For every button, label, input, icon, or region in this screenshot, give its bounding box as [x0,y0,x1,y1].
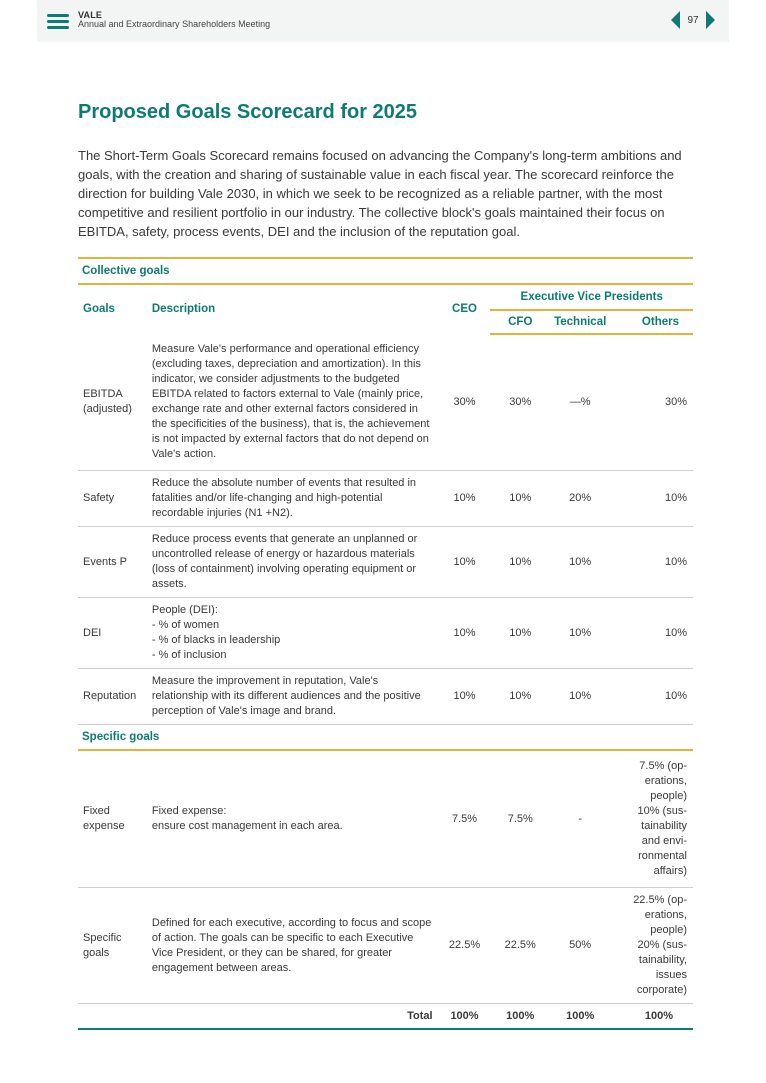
ceo-value: 30% [439,334,491,471]
ceo-value: 10% [439,598,491,669]
page-number: 97 [687,14,699,26]
cfo-column-header: CFO [490,310,550,334]
technical-value: 50% [550,888,610,1004]
goals-scorecard-table [78,257,693,1030]
previous-page-icon[interactable] [671,11,680,29]
evp-group-header: Executive Vice Presidents [490,284,693,310]
goals-column-header: Goals [83,303,115,315]
total-cfo: 100% [490,1004,550,1030]
document-subtitle: Annual and Extraordinary Shareholders Meeting [78,19,271,30]
others-value: 10% [610,471,693,527]
description-cell: People (DEI): - % of women - % of blacks in leadership - % of inclusion [148,598,439,669]
description-cell: Measure the improvement in reputation, Vale's relationship with its different audiences and the positive perception of Vale's image and brand. [148,669,439,725]
goal-cell: Fixed expense [78,750,148,888]
others-column-header: Others [610,310,693,334]
cfo-value: 10% [490,598,550,669]
goal-cell: Events P [78,527,148,598]
total-row [78,1004,693,1030]
ceo-column-header: CEO [452,303,477,315]
page-title: Proposed Goals Scorecard for 2025 [78,101,418,123]
brand-block [78,11,270,30]
ceo-value: 22.5% [439,888,491,1004]
ceo-value: 7.5% [439,750,491,888]
table-row [78,888,693,1004]
table-row [78,669,693,725]
cfo-value: 10% [490,527,550,598]
technical-value: —% [550,334,610,471]
description-cell: Fixed expense: ensure cost management in each area. [148,750,439,888]
total-technical: 100% [550,1004,610,1030]
total-label: Total [78,1004,439,1030]
ceo-value: 10% [439,527,491,598]
total-ceo: 100% [439,1004,491,1030]
header-bar [37,0,729,42]
technical-value: 20% [550,471,610,527]
others-value: 10% [610,527,693,598]
hamburger-menu-icon[interactable] [47,14,69,30]
specific-goals-section [78,725,693,751]
others-value: 10% [610,669,693,725]
table-row [78,334,693,471]
description-column-header: Description [151,303,216,315]
ceo-value: 10% [439,669,491,725]
cfo-value: 7.5% [490,750,550,888]
next-page-icon[interactable] [706,11,715,29]
cfo-value: 22.5% [490,888,550,1004]
cfo-value: 10% [490,471,550,527]
goal-cell: DEI [78,598,148,669]
table-row [78,527,693,598]
ceo-value: 10% [439,471,491,527]
goal-cell: Safety [78,471,148,527]
goal-cell: Reputation [78,669,148,725]
goal-cell: EBITDA (adjusted) [78,334,148,471]
specific-goals-label: Specific goals [78,725,693,751]
total-others: 100% [610,1004,693,1030]
intro-paragraph: The Short-Term Goals Scorecard remains focused on advancing the Company's long-term ambitions and goals, with the creation and sharing of sustainable value in each fiscal year. The scorecard reinforce the direction for building Vale 2030, in which we seek to be recognized as a reliable partner, with the most competitive and resilient portfolio in our industry. The collective block's goals maintained their focus on EBITDA, safety, process events, DEI and the inclusion of the reputation goal. [78,148,682,239]
technical-column-header: Technical [550,310,610,334]
collective-goals-section [78,258,693,284]
others-value: 30% [610,334,693,471]
others-value: 10% [610,598,693,669]
goal-cell: Specific goals [78,888,148,1004]
description-cell: Measure Vale's performance and operational efficiency (excluding taxes, depreciation and amortization). In this indicator, we consider adjustments to the budgeted EBITDA related to factors external to Vale (mainly price, exchange rate and other external factors considered in the specificities of the business), that is, the achievement is not impacted by external factors that do not depend on Vale's action. [148,334,439,471]
cfo-value: 10% [490,669,550,725]
description-cell: Reduce the absolute number of events that resulted in fatalities and/or life-changing and high-potential recordable injuries (N1 +N2). [148,471,439,527]
description-cell: Reduce process events that generate an unplanned or uncontrolled release of energy or hazardous materials (loss of containment) involving operating equipment or assets. [148,527,439,598]
cfo-value: 30% [490,334,550,471]
table-row [78,750,693,888]
description-cell: Defined for each executive, according to focus and scope of action. The goals can be specific to each Executive Vice President, or they can be shared, for greater engagement between areas. [148,888,439,1004]
technical-value: 10% [550,598,610,669]
technical-value: 10% [550,527,610,598]
others-value: 7.5% (op- erations, people) 10% (sus- tainability and envi- ronmental affairs) [610,750,693,888]
technical-value: - [550,750,610,888]
table-row [78,598,693,669]
pager [671,11,715,29]
others-value: 22.5% (op- erations, people) 20% (sus- tainability, issues corporate) [610,888,693,1004]
technical-value: 10% [550,669,610,725]
brand-name: VALE [78,10,103,20]
collective-goals-label: Collective goals [78,258,693,284]
table-row [78,471,693,527]
